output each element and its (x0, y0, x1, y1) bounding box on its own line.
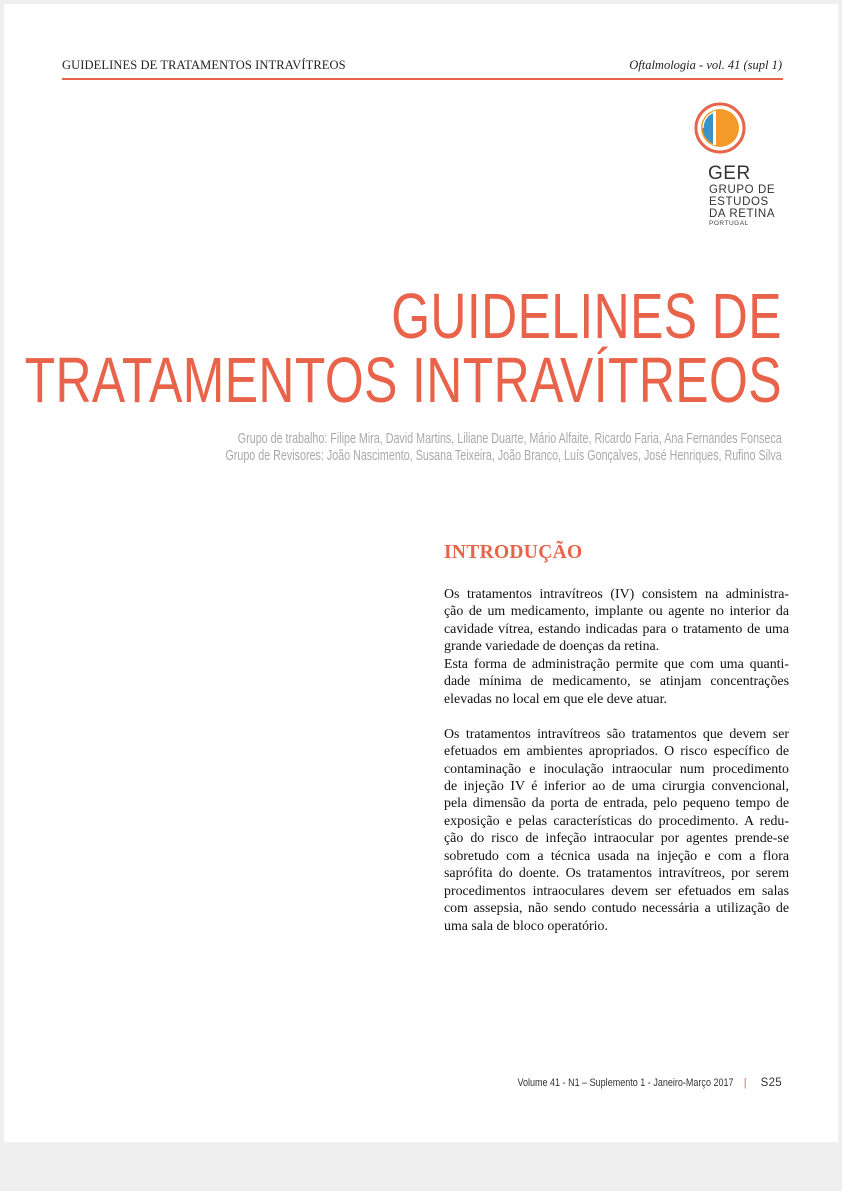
reviewers: Grupo de Revisores: João Nascimento, Susana Teixeira, João Branco, Luís Gonçalves, José Henriques, Rufino Silva (225, 448, 782, 464)
body-line: contaminação e inoculação intraocular num procedimento (444, 761, 789, 777)
body-line: sobretudo com a técnica usada na injeção e com a flora (444, 848, 789, 864)
article-title (24, 280, 782, 416)
running-title: GUIDELINES DE TRATAMENTOS INTRAVÍTREOS (62, 58, 346, 72)
author-list (226, 431, 782, 465)
body-line: elevadas no local em que ele deve atuar. (444, 691, 667, 707)
body-line: Os tratamentos intravítreos são tratamentos que devem ser (444, 726, 789, 742)
logo-abbreviation: GER (708, 163, 751, 184)
body-line: grande variedade de doenças da retina. (444, 639, 660, 655)
body-line: pela dimensão da porta de entrada, pelo pequeno tempo de (444, 796, 789, 812)
logo-country: PORTUGAL (709, 220, 749, 227)
logo-text-line-2: ESTUDOS (709, 196, 769, 208)
body-line: Esta forma de administração permite que com uma quanti- (444, 656, 789, 672)
page-footer (470, 1077, 782, 1089)
article-title-line-1: GUIDELINES DE (391, 280, 782, 352)
section-body (444, 586, 789, 935)
page-number: S25 (760, 1077, 782, 1089)
body-line: ção do risco de infeção intraocular por agentes prende-se (444, 831, 789, 847)
body-line: cavidade vítrea, estando indicadas para o tratamento de uma (444, 621, 789, 637)
body-line: efetuados em ambientes apropriados. O risco específico de (444, 744, 789, 760)
body-line: de injeção IV é inferior ao de uma cirurgia convencional, (444, 778, 789, 794)
body-line: uma sala de bloco operatório. (444, 918, 608, 934)
journal-reference: Oftalmologia - vol. 41 (supl 1) (629, 58, 782, 72)
paragraph-gap (444, 708, 789, 725)
page (4, 4, 838, 1142)
body-line: exposição e pelas características do procedimento. A redu- (444, 813, 789, 829)
ger-logo (690, 102, 800, 232)
body-line: Os tratamentos intravítreos (IV) consistem na administra- (444, 587, 789, 602)
article-title-line-2: TRATAMENTOS INTRAVÍTREOS (24, 344, 782, 416)
body-line: procedimentos intraoculares devem ser efetuados em salas (444, 883, 789, 899)
working-group: Grupo de trabalho: Filipe Mira, David Martins, Liliane Duarte, Mário Alfaite, Ricardo Faria, Ana Fernandes Fonseca (238, 431, 783, 447)
issue-info: Volume 41 - N1 – Suplemento 1 - Janeiro-Março 2017 (517, 1077, 734, 1089)
retina-eye-icon (694, 102, 746, 154)
footer-separator: | (743, 1077, 747, 1089)
body-line: dade mínima de medicamento, se atinjam concentrações (444, 674, 789, 690)
header-divider (62, 78, 783, 80)
body-line: ção de um medicamento, implante ou agente no interior da (444, 604, 789, 620)
section-heading: INTRODUÇÃO (444, 542, 583, 563)
logo-text-line-1: GRUPO DE (709, 184, 776, 196)
logo-text-line-3: DA RETINA (709, 208, 776, 220)
body-line: com assepsia, não sendo contudo necessária a utilização de (444, 901, 789, 917)
body-line: saprófita do doente. Os tratamentos intravítreos, por serem (444, 866, 789, 882)
